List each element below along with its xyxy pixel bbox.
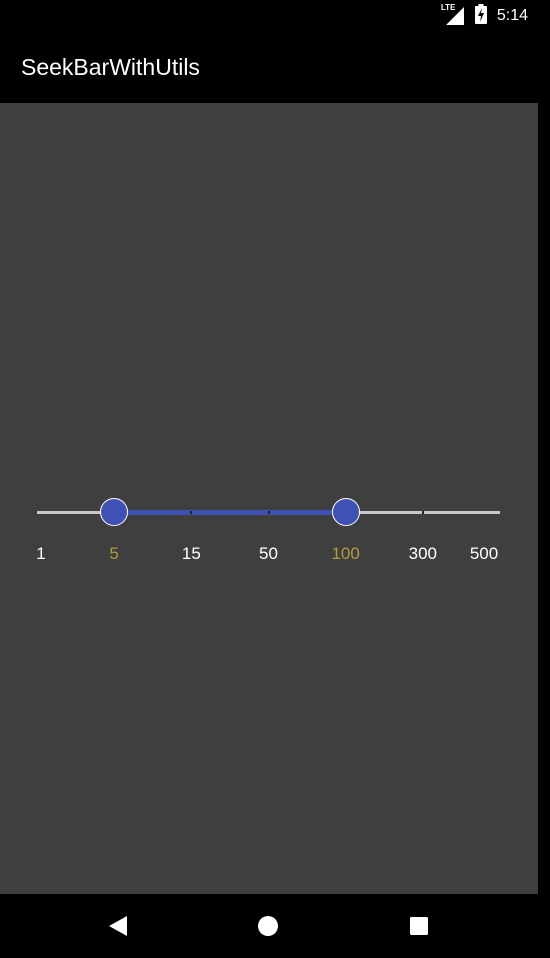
tick-label[interactable]: 500 [469, 544, 499, 563]
recents-button[interactable] [379, 894, 459, 958]
tick-label[interactable]: 1 [36, 544, 46, 563]
home-icon [257, 915, 279, 937]
status-bar [0, 0, 550, 33]
tick-label[interactable]: 50 [259, 544, 278, 563]
seekbar-tick [422, 511, 424, 514]
seekbar-max-thumb[interactable] [332, 498, 360, 526]
battery-icon [475, 4, 487, 28]
tick-label[interactable]: 100 [331, 544, 360, 563]
back-button[interactable] [78, 894, 158, 958]
back-icon [108, 915, 128, 937]
tick-label[interactable]: 300 [408, 544, 438, 563]
signal-icon [440, 3, 465, 26]
status-icons [440, 3, 528, 27]
recents-icon [409, 916, 429, 936]
tick-label[interactable]: 5 [109, 544, 119, 563]
app-bar [0, 33, 540, 103]
home-button[interactable] [228, 894, 308, 958]
app-title: SeekBarWithUtils [21, 54, 200, 80]
seekbar-tick [190, 511, 192, 514]
seekbar-selected-range [114, 510, 346, 515]
right-edge-strip [538, 33, 550, 894]
range-seekbar[interactable] [0, 103, 538, 894]
content-area [0, 103, 538, 894]
seekbar-min-thumb[interactable] [100, 498, 128, 526]
network-label: LTE [440, 3, 456, 12]
status-time: 5:14 [496, 7, 528, 24]
navigation-bar [0, 894, 550, 958]
tick-label[interactable]: 15 [181, 544, 201, 563]
seekbar-tick [268, 511, 270, 514]
